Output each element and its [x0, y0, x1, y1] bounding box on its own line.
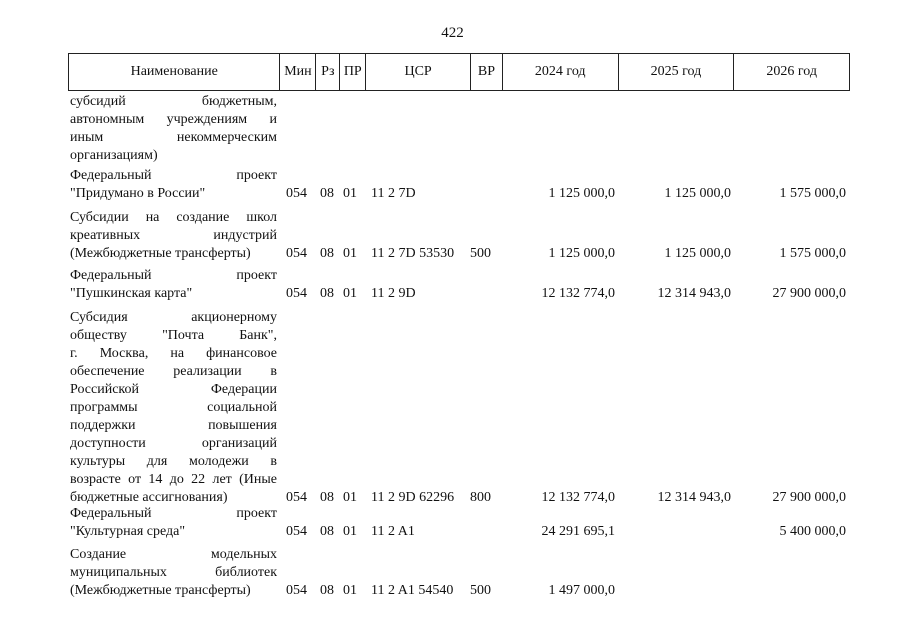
cell-2026: 27 900 000,0	[772, 286, 846, 301]
row-name	[70, 267, 277, 303]
cell-2024: 24 291 695,1	[541, 524, 615, 539]
header-2025: 2025 год	[619, 54, 735, 90]
cell-pr: 01	[343, 246, 357, 261]
name-line: Субсидия акционерному	[70, 310, 277, 325]
name-line: муниципальных библиотек	[70, 565, 277, 580]
cell-csr: 11 2 A1	[371, 524, 415, 539]
name-line: программы социальной	[70, 400, 277, 415]
cell-2025: 1 125 000,0	[664, 186, 731, 201]
cell-vr: 500	[470, 246, 491, 261]
cell-min: 054	[286, 524, 307, 539]
row-name	[70, 93, 277, 165]
name-line: поддержки повышения	[70, 418, 277, 433]
row-name	[70, 209, 277, 263]
cell-2025: 12 314 943,0	[657, 490, 731, 505]
name-line: обществу "Почта Банк",	[70, 328, 277, 343]
header-2024: 2024 год	[503, 54, 619, 90]
cell-pr: 01	[343, 490, 357, 505]
name-line: организациям)	[70, 148, 158, 163]
name-line: субсидий бюджетным,	[70, 94, 277, 109]
cell-rz: 08	[320, 490, 334, 505]
name-line: доступности организаций	[70, 436, 277, 451]
cell-rz: 08	[320, 246, 334, 261]
header-vr: ВР	[471, 54, 503, 90]
header-min: Мин	[280, 54, 316, 90]
name-line: бюджетные ассигнования)	[70, 490, 228, 505]
name-line: креативных индустрий	[70, 228, 277, 243]
row-name	[70, 167, 277, 203]
header-pr: ПР	[340, 54, 366, 90]
cell-csr: 11 2 7D	[371, 186, 416, 201]
name-line: Субсидии на создание школ	[70, 210, 277, 225]
header-2026: 2026 год	[766, 64, 817, 79]
cell-min: 054	[286, 286, 307, 301]
name-line: Создание модельных	[70, 547, 277, 562]
table-header	[68, 53, 850, 91]
name-line: (Межбюджетные трансферты)	[70, 246, 251, 261]
name-line: иным некоммерческим	[70, 130, 277, 145]
header-name: Наименование	[69, 54, 280, 90]
cell-pr: 01	[343, 286, 357, 301]
name-line: автономным учреждениям и	[70, 112, 277, 127]
cell-2026: 1 575 000,0	[779, 246, 846, 261]
cell-2024: 12 132 774,0	[541, 490, 615, 505]
name-line: обеспечение реализации в	[70, 364, 277, 379]
page-number: 422	[441, 25, 464, 41]
name-line: (Межбюджетные трансферты)	[70, 583, 251, 598]
row-name	[70, 505, 277, 541]
cell-pr: 01	[343, 583, 357, 598]
cell-pr: 01	[343, 186, 357, 201]
cell-2024: 1 125 000,0	[548, 246, 615, 261]
name-line: "Придумано в России"	[70, 186, 206, 201]
cell-csr: 11 2 9D	[371, 286, 416, 301]
name-line: г. Москва, на финансовое	[70, 346, 277, 361]
name-line: культуры для молодежи в	[70, 454, 277, 469]
cell-2026: 1 575 000,0	[779, 186, 846, 201]
cell-csr: 11 2 7D 53530	[371, 246, 455, 261]
cell-rz: 08	[320, 186, 334, 201]
cell-rz: 08	[320, 524, 334, 539]
cell-2025: 12 314 943,0	[657, 286, 731, 301]
row-name	[70, 309, 277, 507]
cell-min: 054	[286, 490, 307, 505]
cell-rz: 08	[320, 583, 334, 598]
cell-csr: 11 2 A1 54540	[371, 583, 454, 598]
cell-min: 054	[286, 246, 307, 261]
name-line: Федеральный проект	[70, 168, 277, 183]
cell-min: 054	[286, 583, 307, 598]
cell-2026: 5 400 000,0	[779, 524, 846, 539]
cell-pr: 01	[343, 524, 357, 539]
row-name	[70, 546, 277, 600]
name-line: Федеральный проект	[70, 268, 277, 283]
cell-2024: 1 125 000,0	[548, 186, 615, 201]
cell-min: 054	[286, 186, 307, 201]
name-line: Российской Федерации	[70, 382, 277, 397]
header-csr: ЦСР	[366, 54, 471, 90]
cell-csr: 11 2 9D 62296	[371, 490, 455, 505]
cell-rz: 08	[320, 286, 334, 301]
cell-vr: 500	[470, 583, 491, 598]
cell-2026: 27 900 000,0	[772, 490, 846, 505]
name-line: "Пушкинская карта"	[70, 286, 193, 301]
name-line: Федеральный проект	[70, 506, 277, 521]
cell-2024: 1 497 000,0	[548, 583, 615, 598]
name-line: возрасте от 14 до 22 лет (Иные	[70, 472, 277, 487]
name-line: "Культурная среда"	[70, 524, 186, 539]
cell-vr: 800	[470, 490, 491, 505]
cell-2025: 1 125 000,0	[664, 246, 731, 261]
header-rz: Рз	[316, 54, 340, 90]
cell-2024: 12 132 774,0	[541, 286, 615, 301]
